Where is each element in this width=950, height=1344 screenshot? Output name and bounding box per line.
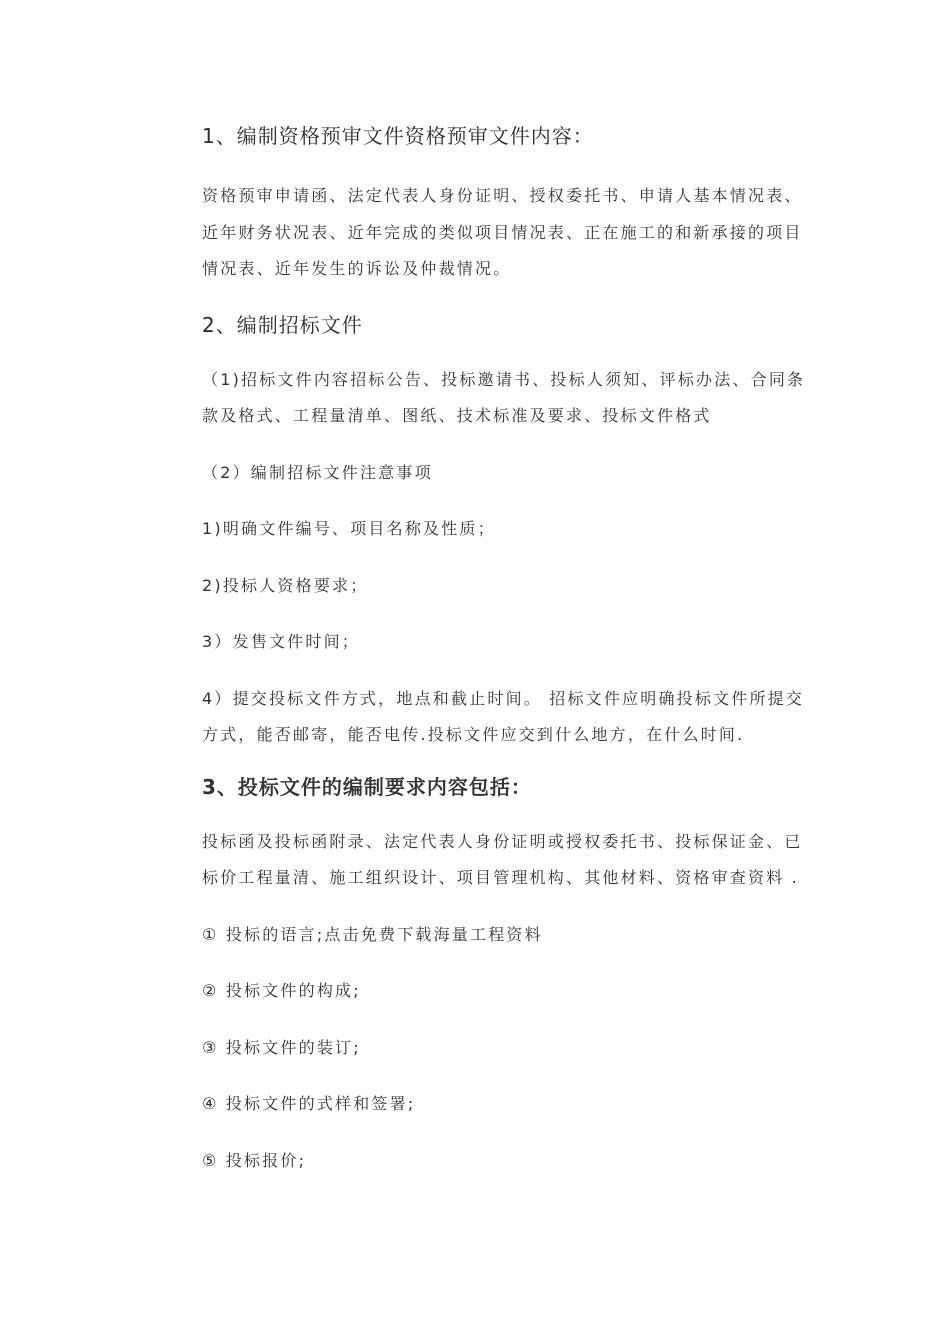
section-3-item-3: ③ 投标文件的装订; bbox=[202, 1037, 361, 1057]
section-3-item-1: ① 投标的语言;点击免费下载海量工程资料 bbox=[202, 924, 543, 944]
section-2-point-1: 1)明确文件编号、项目名称及性质； bbox=[202, 519, 496, 538]
section-2-point-2: 2)投标人资格要求； bbox=[202, 575, 369, 595]
section-3-item-2: ② 投标文件的构成; bbox=[202, 981, 361, 1000]
section-2-item-1: （1)招标文件内容招标公告、投标邀请书、投标人须知、评标办法、合同条款及格式、工程量清单、图纸、技术标准及要求、投标文件格式 bbox=[202, 369, 806, 425]
section-2-item-2: （2）编制招标文件注意事项 bbox=[202, 462, 433, 482]
section-3-heading: 3、投标文件的编制要求内容包括： bbox=[202, 774, 532, 799]
section-2-point-3: 3）发售文件时间； bbox=[202, 632, 360, 651]
section-3-body: 投标函及投标函附录、法定代表人身份证明或授权委托书、投标保证金、已标价工程量清、施工组织设计、项目管理机构、其他材料、资格审查资料 . bbox=[202, 831, 803, 887]
section-1-heading: 1、编制资格预审文件资格预审文件内容： bbox=[202, 124, 594, 148]
section-2-point-4: 4）提交投标文件方式，地点和截止时间。 招标文件应明确投标文件所提交方式，能否邮寄，能否电传.投标文件应交到什么地方，在什么时间. bbox=[202, 688, 805, 744]
section-2-heading: 2、编制招标文件 bbox=[202, 312, 363, 337]
document-content bbox=[202, 118, 820, 1179]
section-3-item-5: ⑤ 投标报价; bbox=[202, 1150, 307, 1170]
section-3-item-4: ④ 投标文件的式样和签署; bbox=[202, 1094, 416, 1113]
section-1-body: 资格预审申请函、法定代表人身份证明、授权委托书、申请人基本情况表、近年财务状况表、近年完成的类似项目情况表、正在施工的和新承接的项目情况表、近年发生的诉讼及仲裁情况。 bbox=[202, 186, 803, 278]
